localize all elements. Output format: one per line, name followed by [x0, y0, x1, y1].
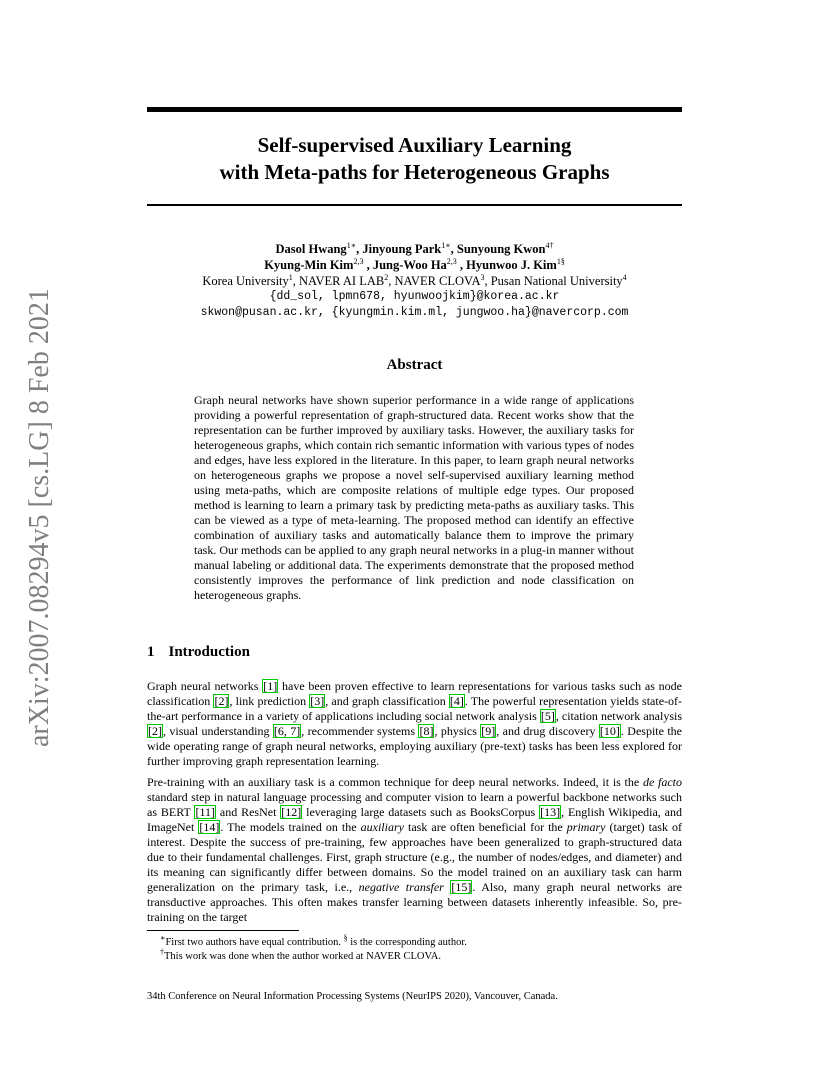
author-name: Kyung-Min Kim — [264, 258, 354, 272]
abstract-heading: Abstract — [386, 357, 443, 373]
title-top-rule — [147, 107, 682, 112]
author-sup: 1∗ — [441, 240, 451, 250]
section-title: Introduction — [168, 644, 250, 660]
author-line-2: Kyung-Min Kim$^{2,3}$ , Jung-Woo Ha$^{2,3}$ , Hyunwoo J. Kim$^{1\S}$ — [264, 256, 565, 272]
footnote-mark: ∗ — [160, 933, 166, 943]
paper-title — [147, 132, 682, 186]
emphasis-text: auxiliary — [360, 820, 404, 834]
citation-link[interactable]: [4] — [449, 694, 464, 708]
affiliation-line: Korea University$^1$, NAVER AI LAB$^2$, NAVER CLOVA$^3$, Pusan National University$^4$ — [202, 272, 627, 288]
footnote-text: is the corresponding author. — [347, 937, 467, 948]
citation-link[interactable]: [6, 7] — [273, 724, 301, 738]
citation-link[interactable]: [2] — [214, 694, 229, 708]
emphasis-text: de facto — [642, 775, 683, 789]
affiliation: NAVER AI LAB — [299, 274, 385, 288]
citation-link[interactable]: [11] — [195, 805, 216, 819]
affiliation: Pusan National University — [490, 274, 623, 288]
author-block — [147, 241, 682, 321]
affiliation-sup: 2 — [384, 272, 389, 282]
author-name: Sunyoung Kwon — [456, 242, 546, 256]
emphasis-text: negative transfer — [358, 880, 444, 894]
citation-link[interactable]: [5] — [540, 709, 555, 723]
title-line-2: with Meta-paths for Heterogeneous Graphs — [219, 160, 610, 184]
citation-link[interactable]: [12] — [281, 805, 302, 819]
footnote-2 — [160, 947, 441, 963]
footnote-mark: † — [160, 947, 164, 957]
affiliation: NAVER CLOVA — [394, 274, 481, 288]
title-line-1: Self-supervised Auxiliary Learning — [257, 133, 572, 157]
footnote-rule — [147, 930, 299, 931]
author-sup: 4† — [545, 240, 554, 250]
citation-link[interactable]: [2] — [148, 724, 162, 738]
arxiv-sidebar-stamp: arXiv:2007.08294v5 [cs.LG] 8 Feb 2021 — [24, 288, 55, 747]
affiliation-sup: 4 — [622, 272, 627, 282]
author-line-1: Dasol Hwang$^{1∗}$, Jinyoung Park$^{1∗}$, Sunyoung Kwon$^{4\dagger}$ — [275, 240, 554, 256]
footnote-1 — [160, 933, 467, 949]
author-sup: 2,3 — [446, 256, 457, 266]
author-name: Jinyoung Park — [362, 242, 442, 256]
section-heading — [147, 644, 264, 661]
affiliation-sup: 3 — [480, 272, 485, 282]
intro-paragraph-1: Graph neural networks [1] have been proven effective to learn representations for various tasks such as node classification [2], link prediction [3], and graph classification [4]. The powerful representation yields state-of-the-art performance in a variety of applications including social network analysis [5], citation network analysis [2], visual understanding [6, 7], recommender systems [8], physics [9], and drug discovery [10]. Despite the wide operating range of graph neural networks, employing auxiliary (pre-text) tasks has been less explored for further improving graph representation learning. — [147, 679, 683, 768]
conference-footer: 34th Conference on Neural Information Processing Systems (NeurIPS 2020), Vancouver, Canada. — [147, 991, 558, 1002]
title-bottom-rule — [147, 204, 682, 206]
email-line-1[interactable]: {dd_sol, lpmn678, hyunwoojkim}@korea.ac.kr — [269, 290, 560, 303]
citation-link[interactable]: [10] — [599, 724, 620, 738]
citation-link[interactable]: [14] — [199, 820, 220, 834]
section-number: 1 — [147, 644, 155, 660]
citation-link[interactable]: [8] — [419, 724, 434, 738]
affiliation: Korea University — [202, 274, 289, 288]
author-sup: 1§ — [556, 256, 565, 266]
citation-link[interactable]: [9] — [481, 724, 496, 738]
footnote-text: First two authors have equal contribution. — [165, 937, 344, 948]
affiliation-sup: 1 — [288, 272, 293, 282]
author-name: Jung-Woo Ha — [372, 258, 447, 272]
citation-link[interactable]: [13] — [540, 805, 561, 819]
email-line-2[interactable]: skwon@pusan.ac.kr, {kyungmin.kim.ml, jungwoo.ha}@navercorp.com — [200, 306, 629, 319]
footnote-text: This work was done when the author worked at NAVER CLOVA. — [164, 951, 441, 962]
footnote-mark: § — [343, 933, 348, 943]
author-sup: 2,3 — [353, 256, 364, 266]
abstract-text: Graph neural networks have shown superior performance in a wide range of applications providing a powerful representation of graph-structured data. Recent works show that the representation can be further improved by auxiliary tasks. However, the auxiliary tasks for heterogeneous graphs, which contain rich semantic information with various types of nodes and edges, have less explored in the literature. In this paper, to learn graph neural networks on heterogeneous graphs we propose a novel self-supervised auxiliary learning method using meta-paths, which are composite relations of multiple edge types. Our proposed method is learning to learn a primary task by predicting meta-paths as auxiliary tasks. This can be viewed as a type of meta-learning. The proposed method can identify an effective combination of auxiliary tasks and automatically balance them to improve the primary task. Our methods can be applied to any graph neural networks in a plug-in manner without manual labeling or additional data. The experiments demonstrate that the proposed method consistently improves the performance of link prediction and node classification on heterogeneous graphs. — [194, 393, 634, 602]
author-name: Dasol Hwang — [275, 242, 347, 256]
citation-link[interactable]: [1] — [263, 679, 278, 693]
intro-paragraph-2: Pre-training with an auxiliary task is a common technique for deep neural networks. Indeed, it is the de facto standard step in natural language processing and computer vision to learn a powerful backbone networks such as BERT [11] and ResNet [12] leveraging large datasets such as BooksCorpus [13], English Wikipedia, and ImageNet [14]. The models trained on the auxiliary task are often beneficial for the primary (target) task of interest. Despite the success of pre-training, few approaches have been generalized to graph-structured data due to their fundamental challenges. First, graph structure (e.g., the number of nodes/edges, and diameter) and its meaning can significantly differ between domains. So the model trained on an auxiliary task can harm generalization on the primary task, i.e., negative transfer [15]. Also, many graph neural networks are transductive approaches. This often makes transfer learning between datasets inherently infeasible. So, pre-training on the target — [147, 775, 683, 924]
citation-link[interactable]: [15] — [451, 880, 472, 894]
author-name: Hyunwoo J. Kim — [466, 258, 557, 272]
emphasis-text: primary — [566, 820, 606, 834]
citation-link[interactable]: [3] — [310, 694, 325, 708]
author-sup: 1∗ — [346, 240, 357, 250]
